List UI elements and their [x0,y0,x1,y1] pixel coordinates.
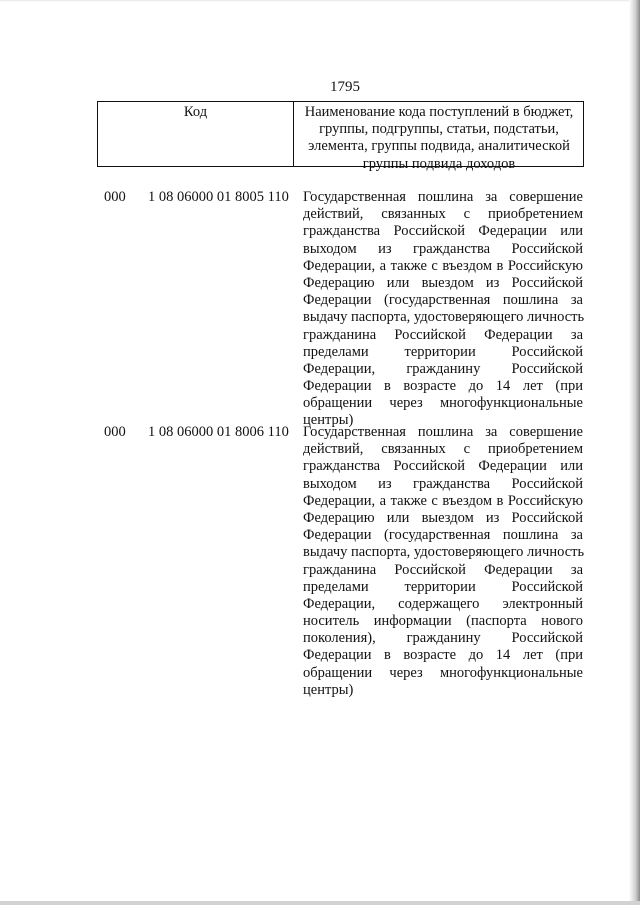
description-line: Федерации в возрасте до 14 лет (при [303,378,583,395]
budget-classification-code: 1 08 06000 01 8005 110 [148,189,289,205]
description-line: гражданина Российской Федерации за [303,326,583,343]
description-line: Федерации (государственная пошлина за [303,292,583,309]
description-line: Государственная пошлина за совершение [303,424,583,440]
description-line: пределами территории Российской [303,578,583,595]
admin-code: 000 [104,189,126,205]
budget-classification-code: 1 08 06000 01 8006 110 [148,424,289,440]
header-name-line: Наименование кода поступлений в бюджет, [304,104,574,120]
header-table [97,101,584,172]
scan-edge-right [629,0,640,905]
description-line: Федерации, содержащего электронный [303,595,583,612]
description-line: выходом из гражданства Российской [303,240,583,257]
scan-edge-bottom [0,901,640,905]
description-line: пределами территории Российской [303,343,583,360]
description-line: центры) [303,412,354,429]
header-divider [293,102,294,166]
header-name-line: группы подвида доходов [362,155,516,172]
header-name-label [296,104,582,173]
description-line: гражданства Российской Федерации или [303,458,583,475]
description-line: Федерацию или выездом из Российской [303,274,583,291]
scan-edge-top [0,0,640,2]
description-line: Государственная пошлина за совершение [303,189,583,205]
description-line: Федерации, гражданину Российской [303,360,583,377]
description-line: носитель информации (паспорта нового [303,613,583,630]
description-line: поколения), гражданину Российской [303,630,583,647]
admin-code: 000 [104,424,126,440]
description-line: действий, связанных с приобретением [303,441,583,458]
description-line: Федерации (государственная пошлина за [303,527,583,544]
revenue-description [303,424,583,699]
description-line: Федерацию или выездом из Российской [303,509,583,526]
description-line: действий, связанных с приобретением [303,206,583,223]
header-code-label: Код [183,104,208,120]
description-line: обращении через многофункциональные [303,664,583,681]
description-line: выдачу паспорта, удостоверяющего личность [303,309,585,326]
description-line: гражданина Российской Федерации за [303,561,583,578]
description-line: обращении через многофункциональные [303,395,583,412]
description-line: выходом из гражданства Российской [303,475,583,492]
description-line: выдачу паспорта, удостоверяющего личность [303,544,585,561]
description-line: Федерации, а также с въездом в Российскую [303,257,583,274]
description-line: Федерации, а также с въездом в Российскую [303,492,583,509]
header-name-line: группы, подгруппы, статьи, подстатьи, [319,121,559,138]
description-line: Федерации в возрасте до 14 лет (при [303,647,583,664]
revenue-description [303,189,583,430]
header-name-line: элемента, группы подвида, аналитической [308,138,570,155]
description-line: гражданства Российской Федерации или [303,223,583,240]
description-line: центры) [303,681,354,698]
page-number: 1795 [330,79,360,95]
